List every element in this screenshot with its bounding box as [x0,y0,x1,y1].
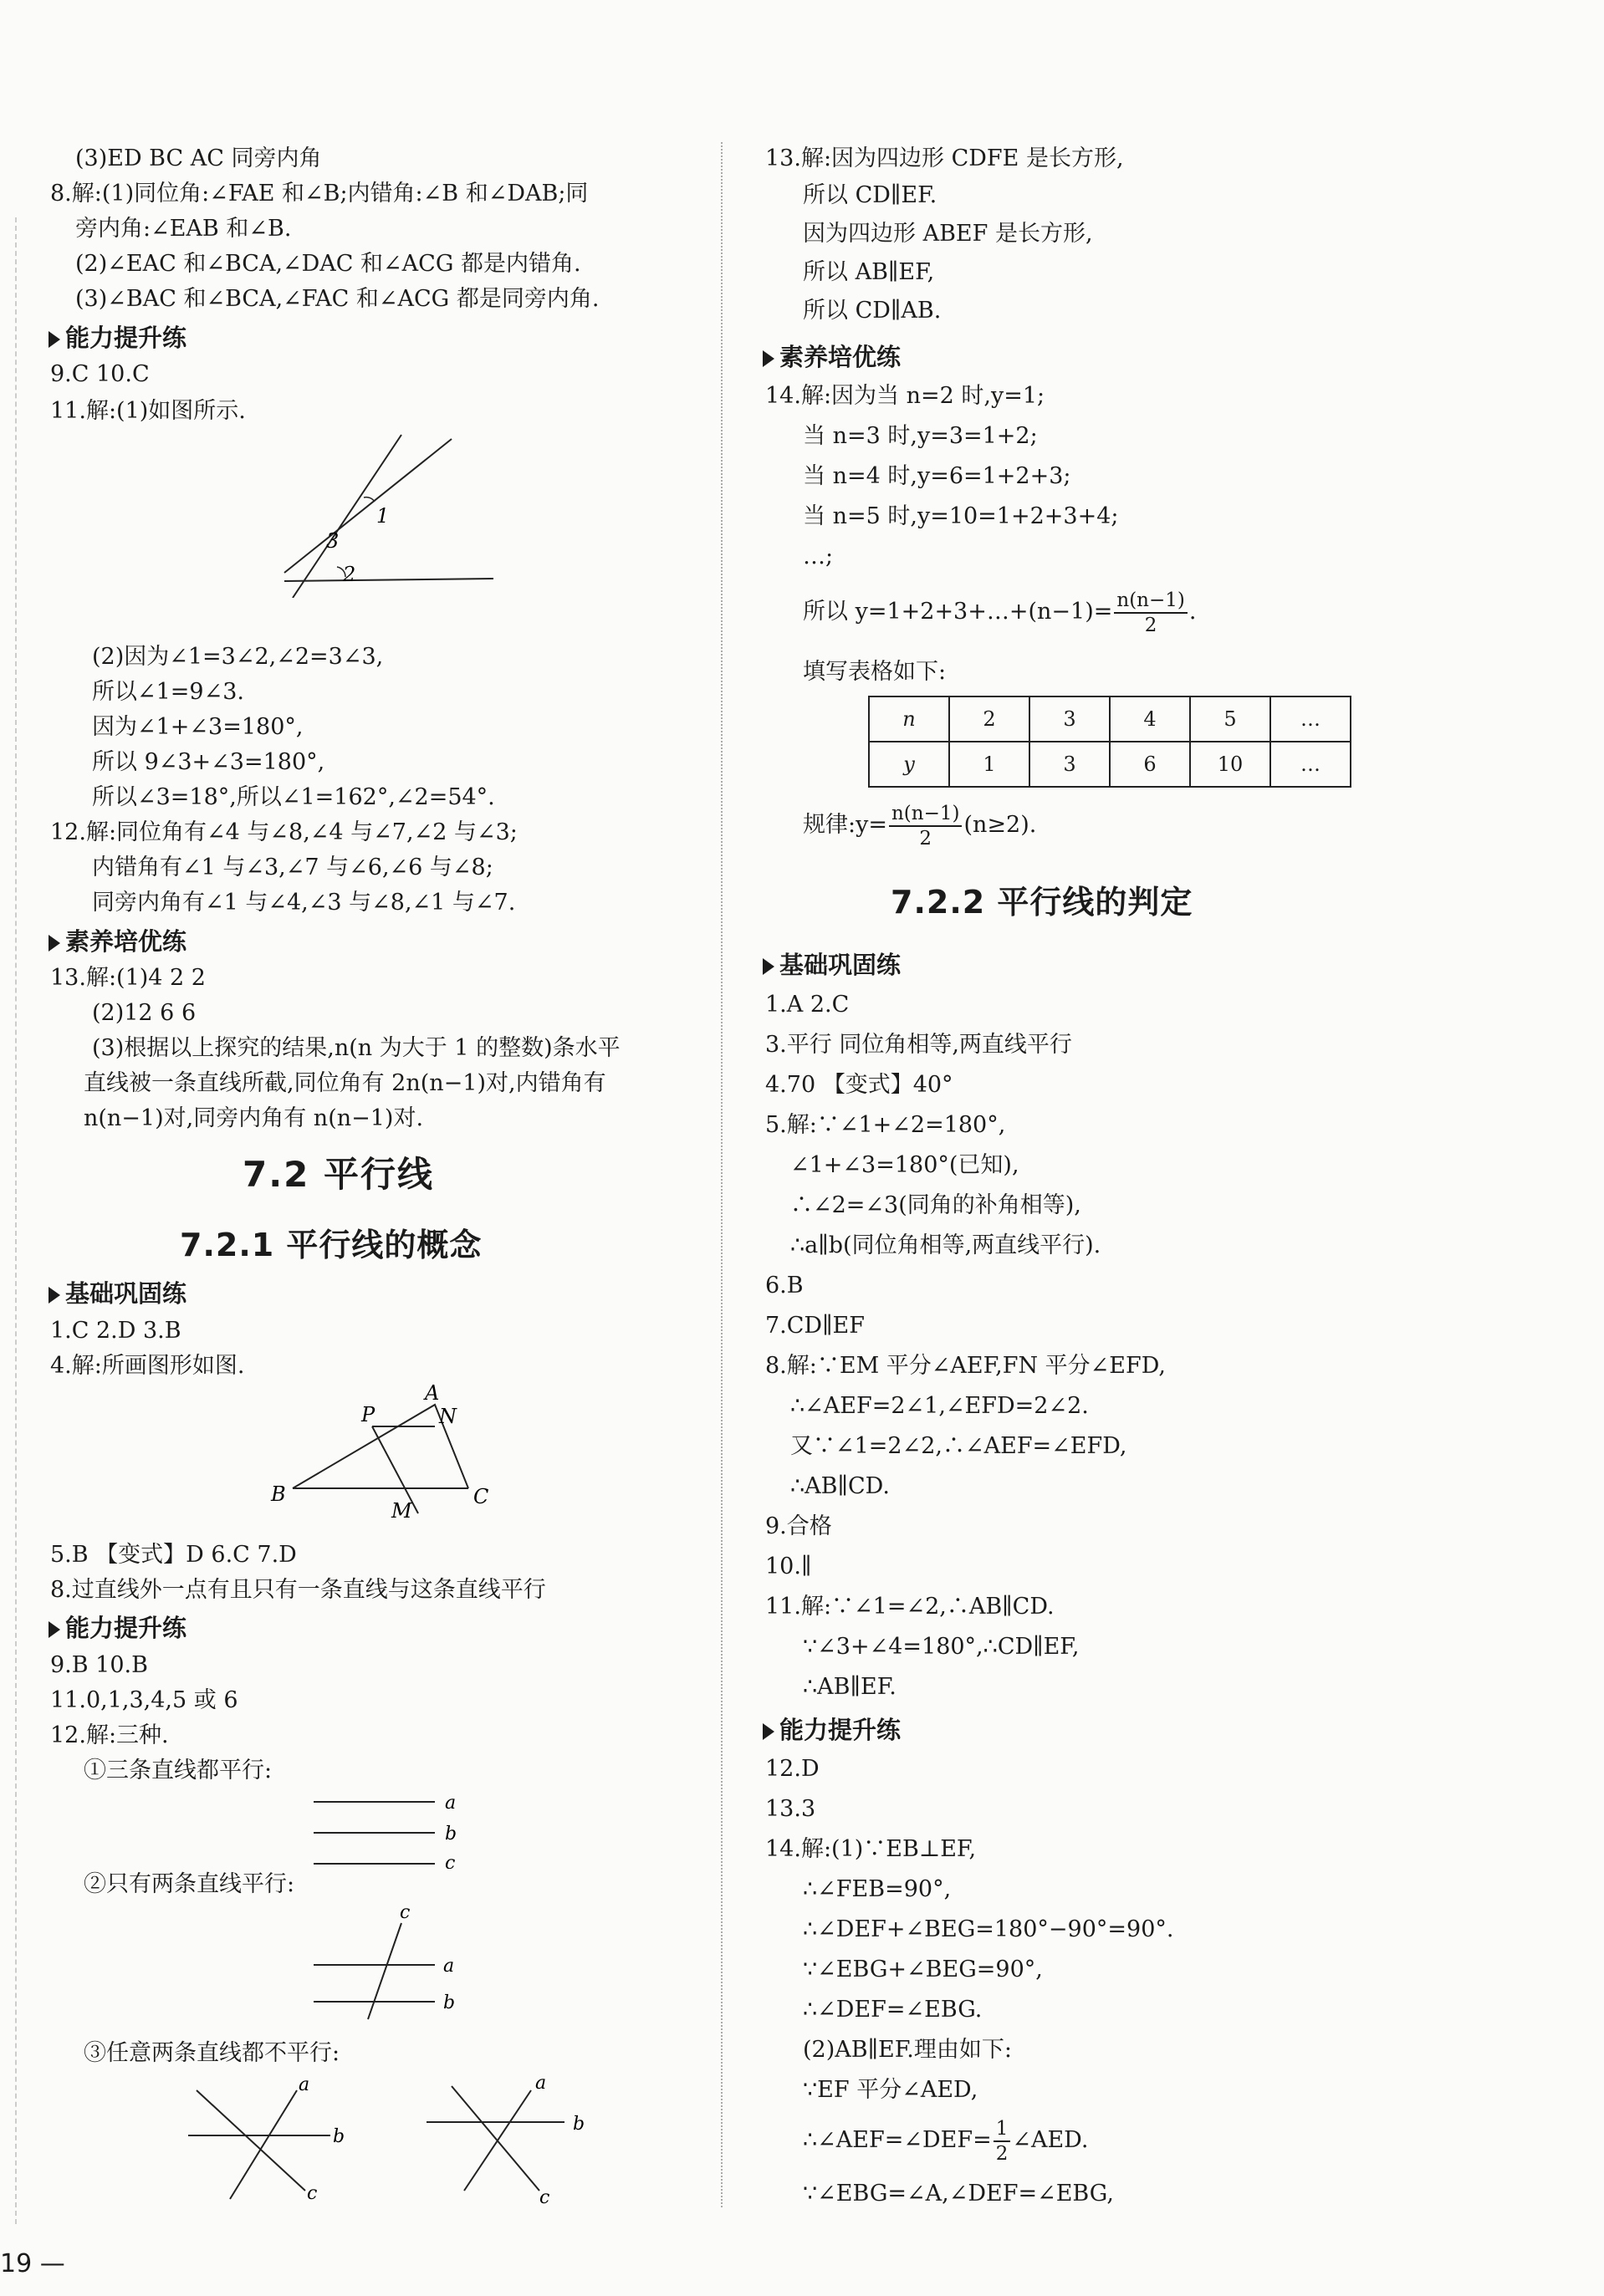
table-cell: … [1270,742,1351,787]
text-line: (3)∠BAC 和∠BCA,∠FAC 和∠ACG 都是同旁内角. [75,286,600,312]
text-line: 11.解:∵∠1=∠2,∴AB∥CD. [765,1594,1055,1620]
text-line: ∴∠2=∠3(同角的补角相等), [790,1192,1081,1218]
text-line: 6.B [765,1273,804,1299]
table-cell: 4 [1110,696,1190,742]
text-line: 所以∠3=18°,所以∠1=162°,∠2=54°. [92,784,495,810]
text-line: 5.解:∵∠1+∠2=180°, [765,1112,1006,1138]
table-cell: 10 [1190,742,1270,787]
column-divider [721,142,723,2207]
text-line: (3)ED BC AC 同旁内角 [75,145,322,171]
text-line: ∴a∥b(同位角相等,两直线平行). [790,1232,1101,1258]
line-3 [284,579,493,581]
label-m: M [391,1499,412,1522]
text-line: 旁内角:∠EAB 和∠B. [75,216,292,242]
text-line: n(n−1)对,同旁内角有 n(n−1)对. [84,1105,424,1131]
text-line: (3)根据以上探究的结果,n(n 为大于 1 的整数)条水平 [92,1035,621,1061]
label-p: P [361,1403,375,1426]
table-cell: 1 [949,742,1029,787]
text-line: (2)∠EAC 和∠BCA,∠DAC 和∠ACG 都是内错角. [75,251,581,277]
text-line: 11.解:(1)如图所示. [50,398,246,424]
text-line: 同旁内角有∠1 与∠4,∠3 与∠8,∠1 与∠7. [92,890,516,916]
text-line: 12.解:三种. [50,1722,169,1748]
text-line: 12.D [765,1756,820,1782]
triangle-icon [49,331,60,348]
text-line: 10.∥ [765,1554,812,1579]
text-line: 内错角有∠1 与∠3,∠7 与∠6,∠6 与∠8; [92,855,493,880]
label-a: a [299,2074,310,2095]
label-c: c [400,1902,411,1923]
text-line: 直线被一条直线所截,同位角有 2n(n−1)对,内错角有 [84,1070,606,1096]
label-2: 2 [343,563,356,586]
table-cell: 5 [1190,696,1270,742]
text-line: 所以 9∠3+∠3=180°, [92,749,325,775]
section-heading: 基础巩固练 [763,949,901,981]
text-line: 当 n=5 时,y=10=1+2+3+4; [803,503,1119,529]
text-line: 7.CD∥EF [765,1313,865,1339]
label-n: N [439,1405,457,1428]
subsection-title: 7.2.2 平行线的判定 [891,884,1193,921]
text-line: 又∵∠1=2∠2,∴∠AEF=∠EFD, [790,1433,1127,1459]
text-line: …; [803,543,834,569]
text-line: 所以∠1=9∠3. [92,679,244,705]
text-line: 1.A 2.C [765,992,850,1018]
text-line: 因为四边形 ABEF 是长方形, [803,221,1093,247]
label-b: B [271,1482,286,1506]
table-cell: 3 [1029,696,1110,742]
table-cell: y [869,742,949,787]
text-line: 8.解:(1)同位角:∠FAE 和∠B;内错角:∠B 和∠DAB;同 [50,181,589,207]
text-line: ∴AB∥EF. [803,1674,897,1700]
section-heading: 素养培优练 [49,926,186,957]
page-number: 19 — [0,2249,65,2278]
text-line: ∵∠3+∠4=180°,∴CD∥EF, [803,1634,1080,1660]
text-line: 14.解:(1)∵EB⊥EF, [765,1836,977,1862]
fraction-half: $\frac{1}{2}$ [994,2117,1011,2166]
label-1: 1 [376,504,390,528]
text-line: ①三条直线都平行: [84,1758,273,1783]
triangle-icon [763,1723,774,1740]
text-line: 所以 AB∥EF, [803,259,935,285]
text-line: 5.B 【变式】D 6.C 7.D [50,1542,297,1568]
text-line: 8.解:∵EM 平分∠AEF,FN 平分∠EFD, [765,1353,1167,1379]
text-line: ∴∠FEB=90°, [803,1876,952,1902]
label-b: b [573,2114,585,2135]
text-line: 9.合格 [765,1513,832,1539]
figure-triangle [259,1380,502,1522]
text-line: ∴AB∥CD. [790,1473,890,1499]
triangle-icon [763,958,774,975]
text-line: 13.解:因为四边形 CDFE 是长方形, [765,145,1124,171]
text-line: 填写表格如下: [803,659,947,685]
text-line: ∠1+∠3=180°(已知), [790,1152,1019,1178]
text-line: 所以 y=1+2+3+…+(n−1)= $\frac{n(n-1)}{2}$ . [803,589,1197,636]
label-3: 3 [326,529,340,553]
text-line: ③任意两条直线都不平行: [84,2040,340,2066]
table-cell: 2 [949,696,1029,742]
label-c: c [307,2183,318,2204]
triangle-icon [49,1287,60,1304]
text-line: ∵EF 平分∠AED, [803,2077,978,2103]
text-line: (2)AB∥EF.理由如下: [803,2037,1012,2063]
label-b: b [445,1824,457,1844]
subsection-title: 7.2.1 平行线的概念 [180,1227,483,1263]
section-heading: 能力提升练 [49,322,186,354]
table-cell: n [869,696,949,742]
text-line: 12.解:同位角有∠4 与∠8,∠4 与∠7,∠2 与∠3; [50,819,518,845]
figure-three-parallel [309,1785,477,1869]
text-line: 9.C 10.C [50,361,150,387]
text-line: ∴∠DEF+∠BEG=180°−90°=90°. [803,1916,1174,1942]
label-c: c [539,2187,550,2207]
text-line: 11.0,1,3,4,5 或 6 [50,1687,238,1713]
section-heading: 能力提升练 [763,1714,901,1746]
figure-angles [268,431,502,598]
text-line: 所以 CD∥EF. [803,182,937,208]
text-line: ∴∠AEF=∠DEF= $\frac{1}{2}$ ∠AED. [803,2117,1089,2165]
text-line: (2)因为∠1=3∠2,∠2=3∠3, [92,644,384,670]
text-line: (2)12 6 6 [92,1000,197,1026]
fraction-sum: $\frac{n(n-1)}{2}$ [1114,589,1187,637]
figure-nonparallel-a [180,2074,347,2207]
table-row [869,696,1351,742]
table-cell: 6 [1110,742,1190,787]
line-1 [284,439,452,573]
section-heading: 基础巩固练 [49,1278,186,1309]
table-cell: 3 [1029,742,1110,787]
triangle-icon [763,350,774,367]
triangle-icon [49,1621,60,1638]
section-heading: 能力提升练 [49,1612,186,1644]
label-c: C [473,1485,489,1508]
text-line: 当 n=3 时,y=3=1+2; [803,423,1038,449]
label-b: b [333,2126,345,2147]
text-line: 4.解:所画图形如图. [50,1353,245,1379]
label-a: a [445,1793,457,1814]
text-line: ∴∠AEF=2∠1,∠EFD=2∠2. [790,1393,1089,1419]
label-b: b [443,1992,456,2013]
label-a: A [425,1381,440,1405]
text-line: ∴∠DEF=∠EBG. [803,1997,983,2023]
text-line: 14.解:因为当 n=2 时,y=1; [765,383,1045,409]
text-line: 当 n=4 时,y=6=1+2+3; [803,463,1071,489]
label-c: c [445,1853,456,1869]
text-line: 1.C 2.D 3.B [50,1318,181,1344]
text-line: 4.70 【变式】40° [765,1072,953,1098]
text-line: 因为∠1+∠3=180°, [92,714,304,740]
triangle-icon [49,935,60,952]
text-line: 规律:y= $\frac{n(n-1)}{2}$ (n≥2). [803,802,1037,850]
text-line: ∵∠EBG=∠A,∠DEF=∠EBG, [803,2181,1114,2207]
text-line: 9.B 10.B [50,1652,148,1678]
data-table [868,696,1351,788]
label-a: a [535,2073,547,2094]
figure-two-parallel [309,1898,477,2023]
fraction-rule: $\frac{n(n-1)}{2}$ [889,802,962,850]
text-line: 所以 CD∥AB. [803,298,942,324]
figure-nonparallel-b [422,2065,590,2207]
binding-guide [15,217,17,2224]
section-heading: 素养培优练 [763,341,901,373]
table-row [869,742,1351,787]
section-title: 7.2 平行线 [243,1154,435,1195]
text-line: ②只有两条直线平行: [84,1871,295,1897]
text-line: 8.过直线外一点有且只有一条直线与这条直线平行 [50,1577,546,1603]
label-a: a [443,1956,455,1977]
table-cell: … [1270,696,1351,742]
text-line: 13.3 [765,1796,816,1822]
text-line: ∵∠EBG+∠BEG=90°, [803,1957,1043,1982]
text-line: 13.解:(1)4 2 2 [50,965,206,991]
text-line: 3.平行 同位角相等,两直线平行 [765,1032,1072,1058]
